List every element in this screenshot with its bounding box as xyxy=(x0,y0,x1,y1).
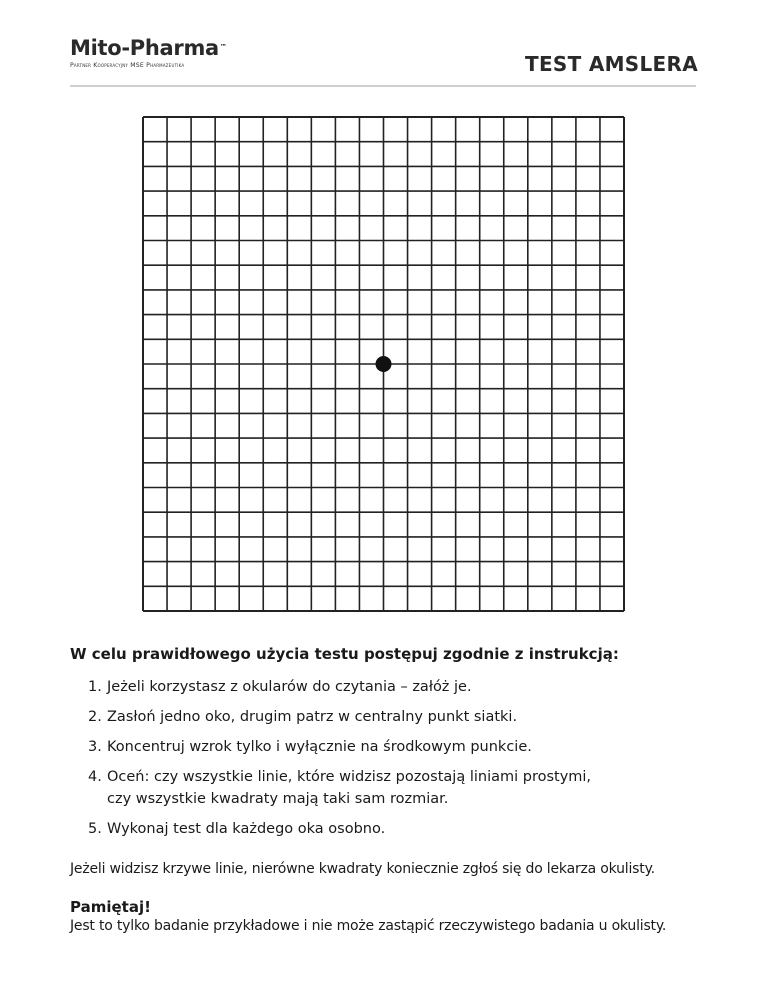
instruction-step xyxy=(88,706,591,728)
logo-subtitle: Partner Kooperacyjny MSE Pharmazeutika xyxy=(70,62,185,69)
instruction-step xyxy=(88,818,591,840)
step-number: 5. xyxy=(88,821,102,837)
warning-text: Jeżeli widzisz krzywe linie, nierówne kwadraty koniecznie zgłoś się do lekarza okulisty. xyxy=(70,861,655,877)
header-divider xyxy=(70,85,696,87)
remember-text: Jest to tylko badanie przykładowe i nie może zastąpić rzeczywistego badania u okulisty. xyxy=(70,918,667,934)
brand-logo xyxy=(70,36,270,69)
step-text: Oceń: czy wszystkie linie, które widzisz pozostają liniami prostymi, czy wszystkie kwadraty mają taki sam rozmiar. xyxy=(107,769,592,807)
step-text: Zasłoń jedno oko, drugim patrz w centralny punkt siatki. xyxy=(107,709,518,725)
step-number: 4. xyxy=(88,769,102,785)
instructions-list xyxy=(88,676,591,848)
document-title: TEST AMSLERA xyxy=(525,52,698,76)
logo-name: Mito-Pharma™ xyxy=(70,36,227,60)
amsler-grid-svg xyxy=(142,116,625,612)
instruction-step xyxy=(88,736,591,758)
step-text: Koncentruj wzrok tylko i wyłącznie na środkowym punkcie. xyxy=(107,739,532,755)
central-fixation-dot xyxy=(376,356,392,372)
step-text: Jeżeli korzystasz z okularów do czytania – załóż je. xyxy=(107,679,472,695)
instruction-step xyxy=(88,676,591,698)
instruction-step xyxy=(88,766,591,810)
step-text: Wykonaj test dla każdego oka osobno. xyxy=(107,821,386,837)
step-number: 1. xyxy=(88,679,102,695)
instructions-heading: W celu prawidłowego użycia testu postępuj zgodnie z instrukcją: xyxy=(70,645,619,663)
trademark-mark: ™ xyxy=(219,43,227,51)
step-number: 2. xyxy=(88,709,102,725)
remember-heading: Pamiętaj! xyxy=(70,898,151,916)
amsler-grid xyxy=(142,116,625,612)
step-number: 3. xyxy=(88,739,102,755)
